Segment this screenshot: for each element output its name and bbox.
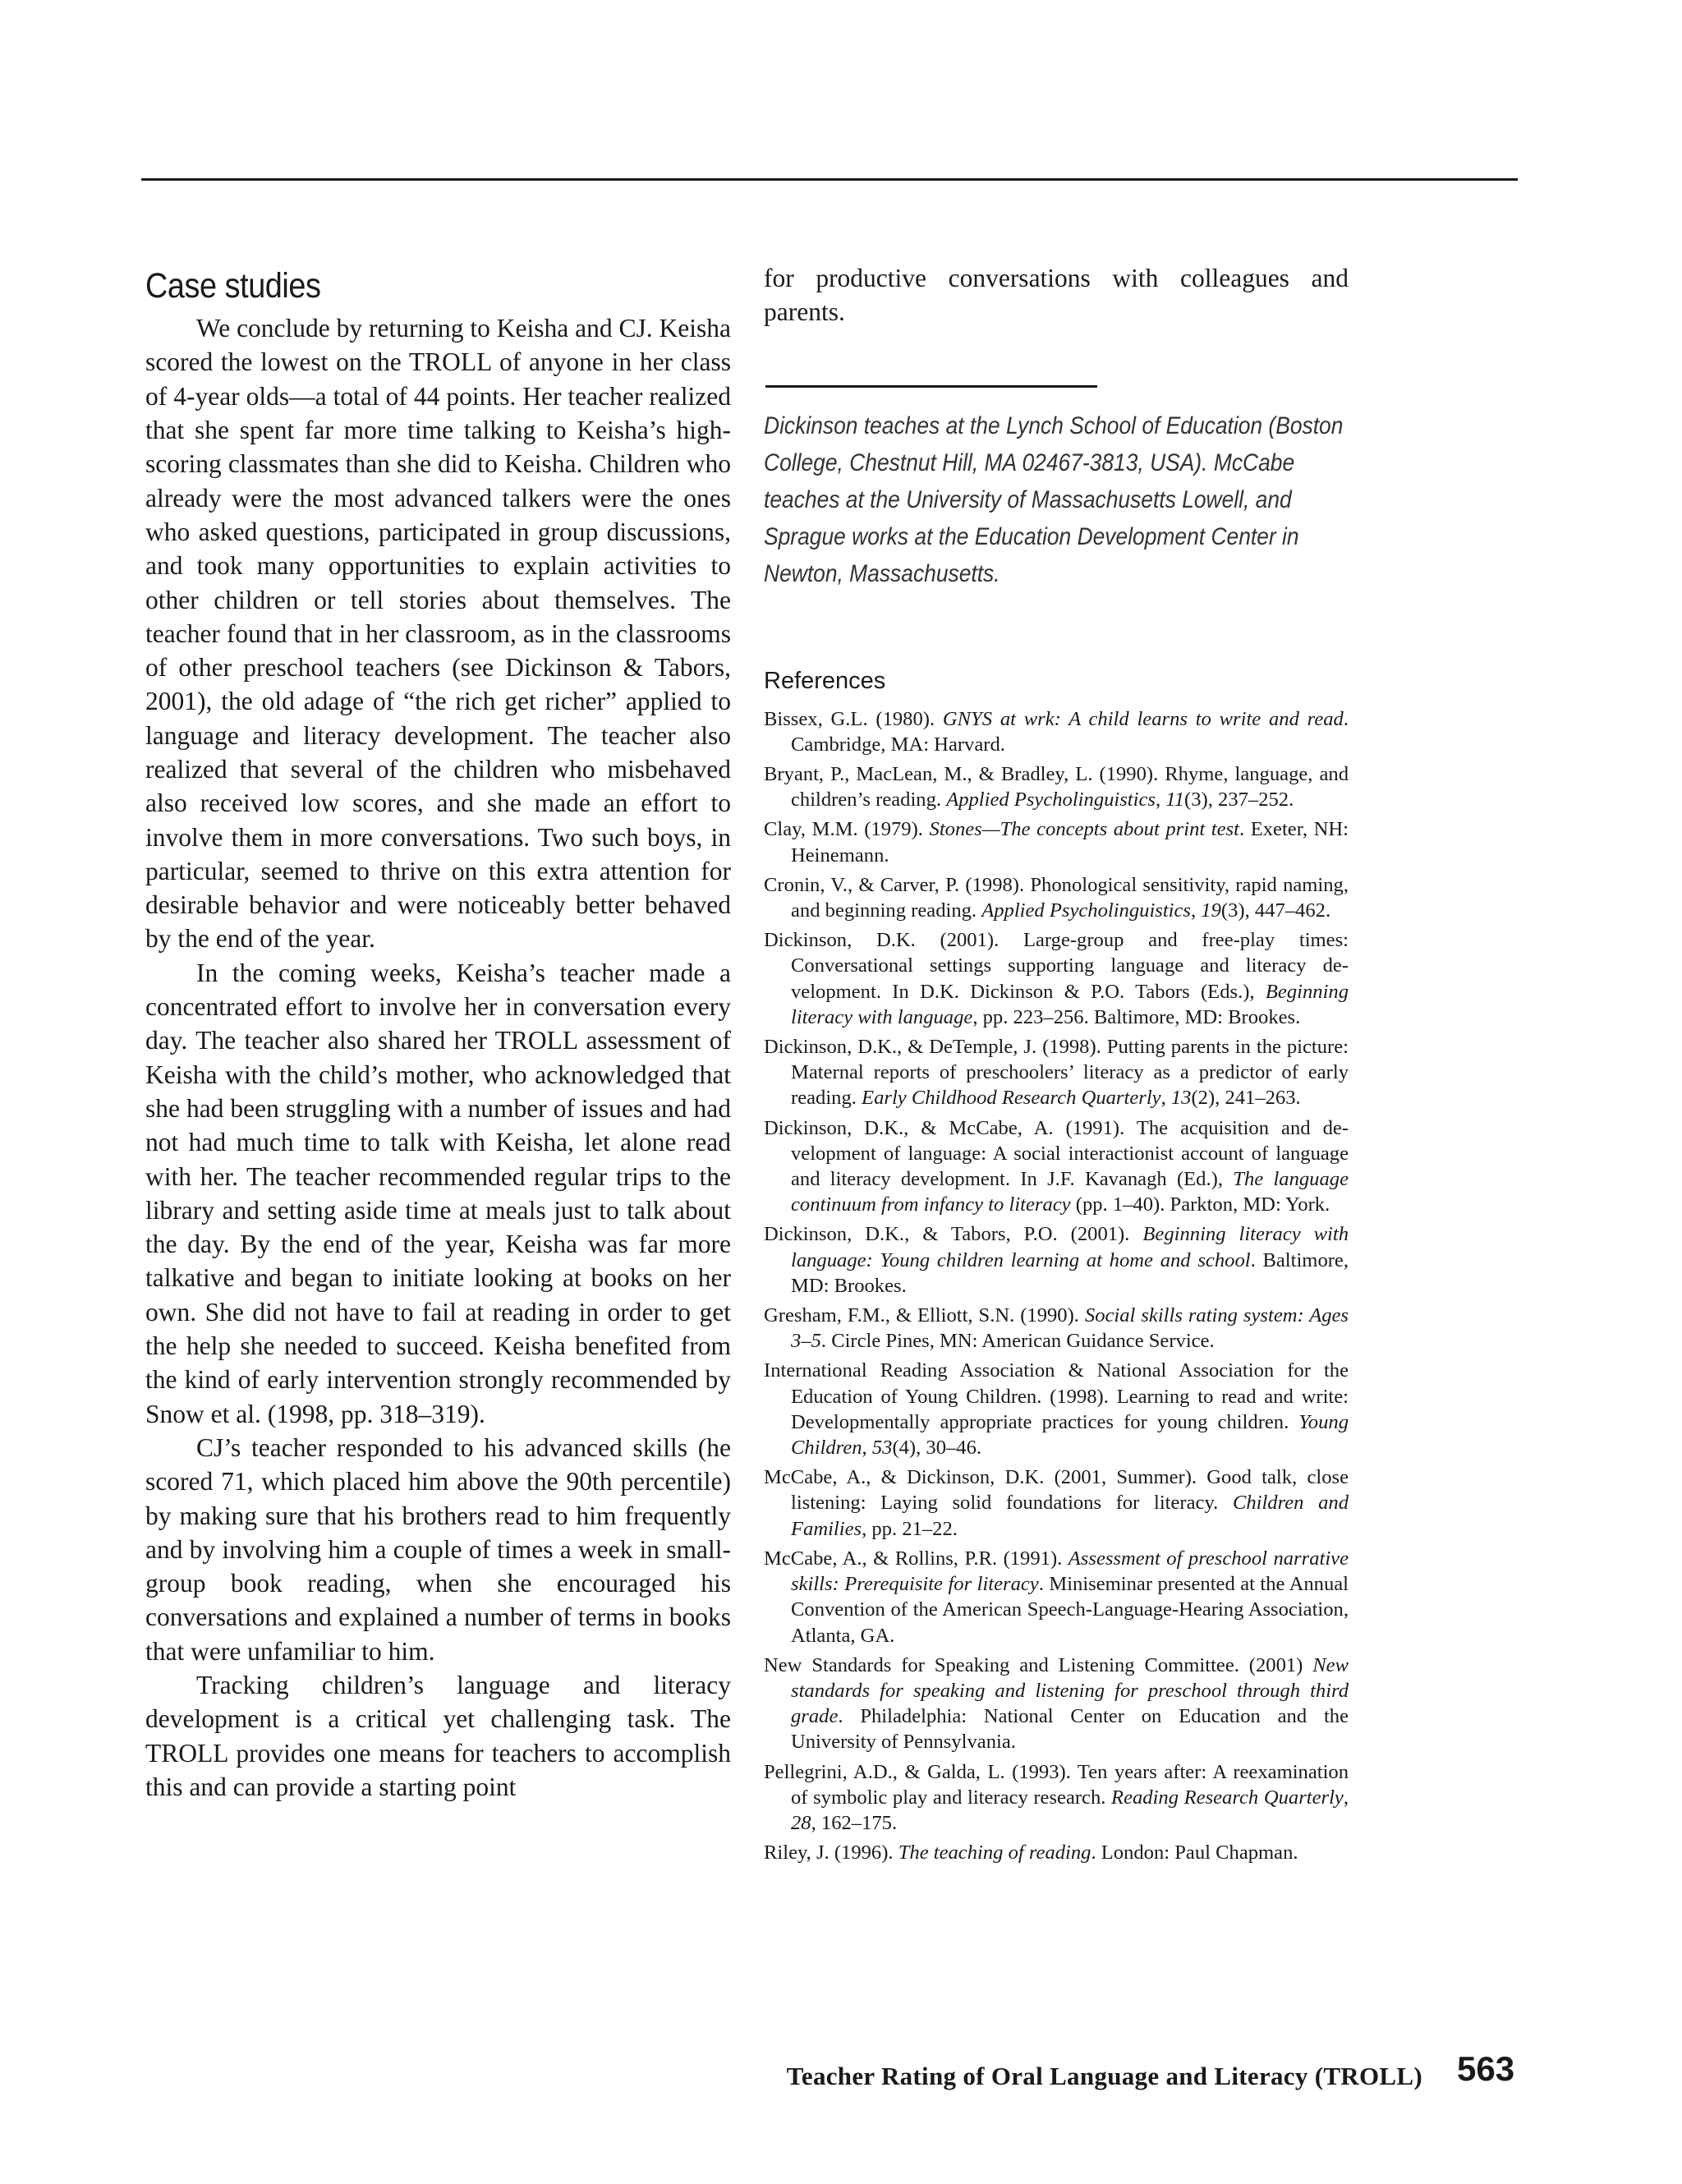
- reference-item: [764, 1303, 1349, 1354]
- reference-text: . Philadelphia: National Center on Education and the University of Pennsylvania.: [791, 1705, 1349, 1754]
- page-number: 563: [1457, 2049, 1515, 2088]
- reference-text: Clay, M.M. (1979).: [764, 818, 930, 841]
- reference-italic: Beginning literacy with language: [791, 980, 1349, 1028]
- reference-text: . Miniseminar presented at the Annual Convention of the American Speech-Language-Hearing Association, Atlanta, GA.: [791, 1573, 1349, 1647]
- section-title: Case studies: [145, 266, 321, 306]
- reference-item: [764, 816, 1349, 867]
- references-title: References: [764, 667, 886, 694]
- reference-italic: New standards for speaking and listening for preschool through third grade: [791, 1653, 1349, 1728]
- reference-text: Bissex, G.L. (1980).: [764, 707, 943, 730]
- reference-italic: 28: [791, 1811, 811, 1834]
- reference-item: [764, 1358, 1349, 1460]
- reference-text: , 162–175.: [811, 1811, 898, 1834]
- reference-italic: Beginning literacy with language: Young children learning at home and school: [791, 1223, 1349, 1271]
- author-affiliation: Dickinson teaches at the Lynch School of Education (Boston College, Chestnut Hill, MA 02467-3813, USA). McCabe teaches at the University of Massachusetts Lowell, and Sprague works at the Education Development Center in Newton, Massachusetts.: [764, 412, 1344, 587]
- body-paragraph: CJ’s teacher responded to his advanced skills (he scored 71, which placed him above the 90th percentile) by making sure that his brothers read to him frequently and by involving him a couple of times a week in small-group book reading, when she encouraged his conversations and explained a number of terms in books that were unfamiliar to him.: [145, 1432, 731, 1666]
- reference-item: [764, 1840, 1349, 1865]
- reference-text: McCabe, A., & Dickinson, D.K. (2001, Summer). Good talk, close listening: Laying solid foundations for literacy.: [764, 1466, 1349, 1515]
- reference-text: International Reading Association & National Association for the Education of Young Children. (1998). Learning to read and write: Developmentally appropriate practices for young children.: [764, 1359, 1349, 1433]
- reference-text: ,: [862, 1437, 872, 1460]
- reference-text: New Standards for Speaking and Listening Committee. (2001): [764, 1653, 1313, 1676]
- reference-italic: Applied Psycholinguistics: [946, 789, 1156, 812]
- reference-text: Riley, J. (1996).: [764, 1841, 898, 1864]
- reference-italic: Children and Families: [791, 1492, 1349, 1540]
- reference-italic: Early Childhood Research Quarterly: [862, 1087, 1161, 1110]
- reference-item: [764, 1221, 1349, 1299]
- reference-item: [764, 1115, 1349, 1218]
- header-rule: [141, 178, 1518, 181]
- reference-text: Dickinson, D.K., & DeTemple, J. (1998). Putting parents in the picture: Maternal reports of preschoolers’ literacy as a predictor of early reading.: [764, 1036, 1349, 1110]
- reference-italic: GNYS at wrk: A child learns to write and read: [942, 707, 1344, 730]
- reference-italic: 13: [1170, 1087, 1192, 1110]
- reference-italic: The language continuum from infancy to literacy: [791, 1168, 1349, 1216]
- reference-item: [764, 1034, 1349, 1111]
- affiliation-rule: [765, 385, 1097, 388]
- reference-item: [764, 872, 1349, 923]
- reference-italic: 19: [1201, 899, 1221, 922]
- reference-text: . Circle Pines, MN: American Guidance Service.: [820, 1330, 1215, 1353]
- reference-text: ,: [1160, 1087, 1171, 1110]
- running-title: Teacher Rating of Oral Language and Literacy (TROLL): [786, 2062, 1422, 2090]
- reference-italic: Stones—The concepts about print test: [929, 818, 1239, 841]
- reference-text: . London: Paul Chapman.: [1091, 1841, 1298, 1864]
- body-paragraph: In the coming weeks, Keisha’s teacher made a concentrated effort to involve her in conversation every day. The teacher also shared her TROLL assessment of Keisha with the child’s mother, who acknowledged that she had been struggling with a number of issues and had not had much time to talk with Keisha, let alone read with her. The teacher recommended regular trips to the library and setting aside time at meals just to talk about the day. By the end of the year, Keisha was far more talkative and began to initiate looking at books on her own. She did not have to fail at reading in order to get the help she needed to succeed. Keisha benefited from the kind of early intervention strongly recommended by Snow et al. (1998, pp. 318–319).: [145, 958, 731, 1428]
- reference-italic: Applied Psycholinguistics: [981, 899, 1191, 922]
- reference-italic: 11: [1165, 789, 1185, 812]
- reference-item: [764, 1546, 1349, 1648]
- reference-item: [764, 1653, 1349, 1755]
- reference-text: Dickinson, D.K. (2001). Large-group and free-play times: Conversational settings supporting language and literacy development. In D.K. Dickinson & P.O. Tabors (Eds.),: [764, 929, 1349, 1003]
- reference-item: [764, 761, 1349, 812]
- reference-text: ,: [1343, 1786, 1349, 1809]
- reference-item: [764, 927, 1349, 1030]
- reference-text: (2), 241–263.: [1191, 1087, 1301, 1110]
- body-paragraph-continuation: for productive conversations with colleagues and parents.: [764, 264, 1349, 327]
- reference-text: , pp. 21–22.: [862, 1517, 958, 1540]
- reference-italic: Social skills rating system: Ages 3–5: [791, 1304, 1349, 1353]
- reference-italic: 53: [871, 1437, 893, 1460]
- reference-italic: Young Children: [791, 1410, 1349, 1460]
- reference-italic: Assessment of preschool narrative skills: Prerequisite for literacy: [791, 1547, 1349, 1596]
- reference-text: ,: [1155, 789, 1166, 812]
- reference-text: . Cambridge, MA: Harvard.: [791, 707, 1349, 756]
- right-column: [764, 261, 1349, 1869]
- reference-list: [764, 706, 1349, 1866]
- reference-text: (4), 30–46.: [892, 1437, 982, 1460]
- left-column: [145, 261, 731, 1804]
- reference-text: , pp. 223–256. Baltimore, MD: Brookes.: [972, 1005, 1301, 1028]
- reference-text: . Exeter, NH: Heinemann.: [791, 818, 1349, 867]
- body-paragraph: We conclude by returning to Keisha and CJ. Keisha scored the lowest on the TROLL of anyone in her class of 4-year olds—a total of 44 points. Her teacher realized that she spent far more time talking to Keisha’s high-scoring classmates than she did to Keisha. Children who already were the most advanced talkers were the ones who asked questions, participated in group discussions, and took many opportunities to explain activities to other children or tell stories about themselves. The teacher found that in her classroom, as in the classrooms of other preschool teachers (see Dickinson & Tabors, 2001), the old adage of “the rich get richer” applied to language and literacy development. The teacher also realized that several of the children who misbehaved also received low scores, and she made an effort to involve them in more conversations. Two such boys, in particular, seemed to thrive on this extra attention for desirable behavior and were noticeably better behaved by the end of the year.: [145, 314, 731, 954]
- reference-item: [764, 1759, 1349, 1837]
- reference-text: (pp. 1–40). Parkton, MD: York.: [1070, 1193, 1330, 1216]
- reference-text: Dickinson, D.K., & McCabe, A. (1991). The acquisition and development of language: A social interactionist account of language and literacy development. In J.F. Kavanagh (Ed.),: [764, 1116, 1349, 1191]
- reference-italic: Reading Research Quarterly: [1111, 1786, 1344, 1809]
- body-paragraph: Tracking children’s language and literacy development is a critical yet challenging task. The TROLL provides one means for teachers to accomplish this and can provide a starting point: [145, 1671, 731, 1801]
- reference-text: (3), 447–462.: [1220, 899, 1331, 922]
- reference-text: Cronin, V., & Carver, P. (1998). Phonological sensitivity, rapid naming, and beginning reading.: [764, 873, 1349, 922]
- reference-text: Dickinson, D.K., & Tabors, P.O. (2001).: [764, 1223, 1143, 1246]
- reference-italic: The teaching of reading: [898, 1841, 1091, 1864]
- reference-text: ,: [1191, 899, 1202, 922]
- reference-text: Pellegrini, A.D., & Galda, L. (1993). Ten years after: A reexamination of symbolic play and literacy research.: [764, 1760, 1349, 1809]
- reference-item: [764, 706, 1349, 757]
- reference-text: Gresham, F.M., & Elliott, S.N. (1990).: [764, 1304, 1085, 1327]
- reference-text: . Baltimore, MD: Brookes.: [791, 1248, 1349, 1297]
- reference-text: McCabe, A., & Rollins, P.R. (1991).: [764, 1547, 1068, 1570]
- reference-item: [764, 1464, 1349, 1542]
- reference-text: Bryant, P., MacLean, M., & Bradley, L. (1990). Rhyme, language, and children’s reading.: [764, 763, 1349, 812]
- reference-text: (3), 237–252.: [1184, 789, 1294, 812]
